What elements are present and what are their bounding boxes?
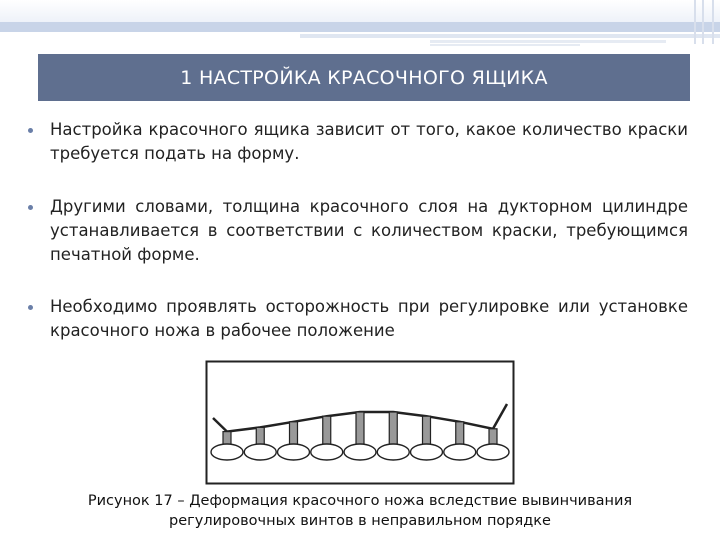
ink-blade-diagram	[205, 360, 515, 485]
header-line-3	[430, 44, 580, 46]
bullet-item	[28, 295, 688, 343]
bullet-text: Необходимо проявлять осторожность при регулировке или установке красочного ножа в рабочее положение	[50, 297, 688, 340]
bullet-dot-icon	[28, 128, 33, 133]
screw-shaft	[356, 412, 364, 446]
screw-shaft	[389, 412, 397, 446]
screw-head	[211, 444, 243, 460]
bullet-text: Другими словами, толщина красочного слоя на дукторном цилиндре устанавливается в соответствии с количеством краски, требующимся печатной форме.	[50, 197, 688, 264]
screw-head	[244, 444, 276, 460]
bullet-text: Настройка красочного ящика зависит от того, какое количество краски требуется подать на форму.	[50, 120, 688, 163]
vertical-rule	[694, 0, 696, 44]
header-line-2	[430, 40, 666, 43]
caption-line-1: Рисунок 17 – Деформация красочного ножа вследствие вывинчивания	[87, 493, 633, 509]
screw-shaft	[323, 416, 331, 446]
header-line-1	[300, 34, 720, 38]
slide-title: 1 НАСТРОЙКА КРАСОЧНОГО ЯЩИКА	[38, 54, 690, 101]
ink-blade-figure	[205, 360, 515, 485]
screw-head	[278, 444, 310, 460]
screw-shaft	[256, 427, 264, 446]
screw-head	[477, 444, 509, 460]
screw-head	[344, 444, 376, 460]
figure-caption	[50, 491, 670, 531]
header-gradient	[0, 0, 720, 22]
header-stripe	[0, 22, 720, 32]
bullet-dot-icon	[28, 205, 33, 210]
bullet-dot-icon	[28, 305, 33, 310]
screw-shaft	[423, 416, 431, 446]
screw-head	[444, 444, 476, 460]
vertical-rule	[702, 0, 704, 44]
screw-shaft	[456, 422, 464, 446]
bullet-item	[28, 118, 688, 166]
screw-head	[377, 444, 409, 460]
screw-head	[311, 444, 343, 460]
vertical-rule	[712, 0, 714, 44]
bullet-item	[28, 195, 688, 267]
caption-line-2: регулировочных винтов в неправильном порядке	[169, 513, 551, 529]
screw-shaft	[290, 422, 298, 446]
screw-head	[411, 444, 443, 460]
